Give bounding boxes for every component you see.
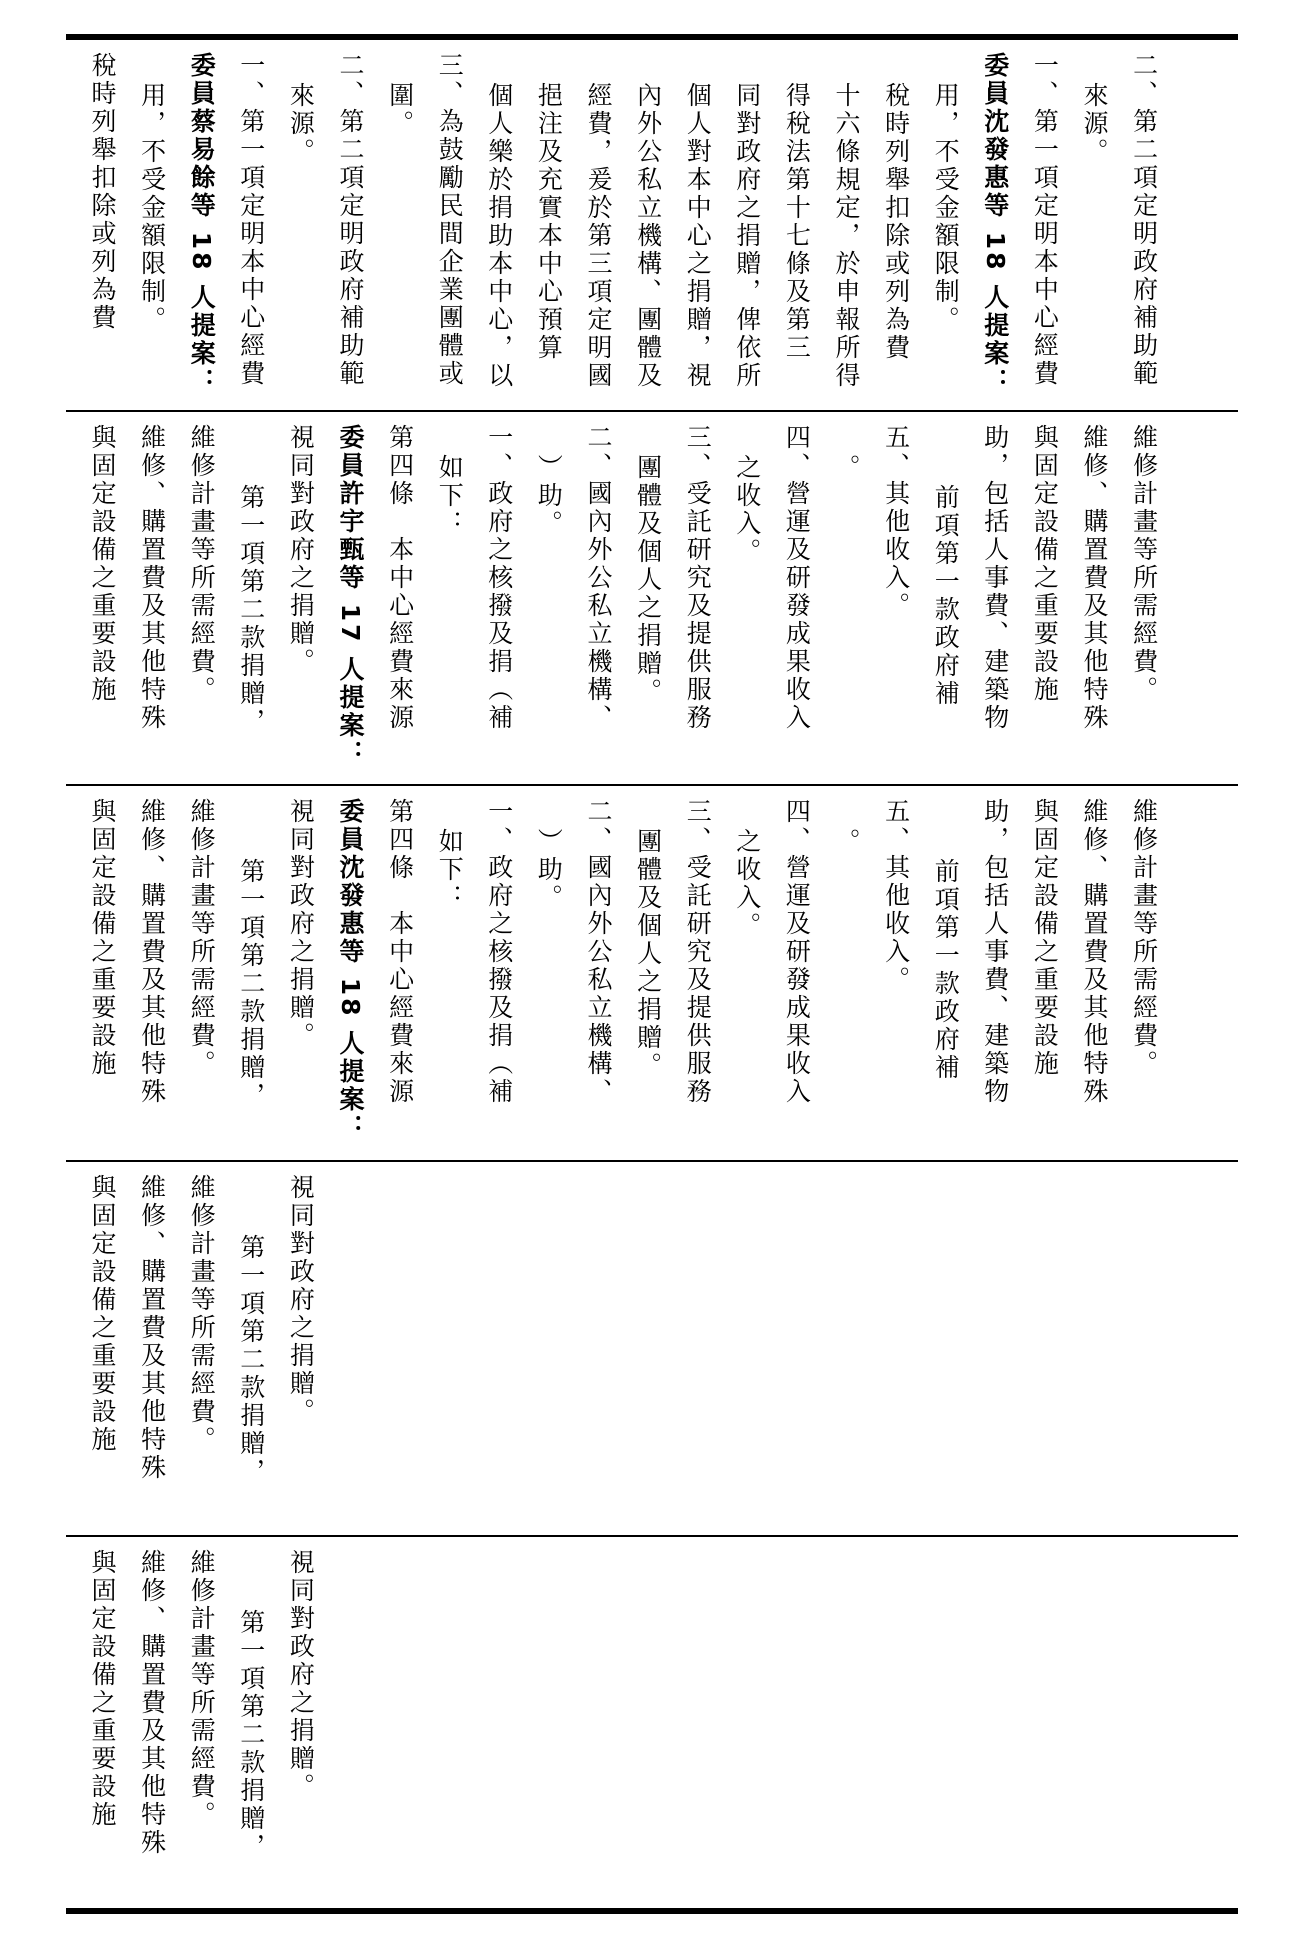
text-line: 維修、購置費及其他特殊	[137, 1174, 167, 1482]
text-line: 來源。	[1080, 82, 1109, 166]
text-line: 與固定設備之重要設施	[88, 1549, 117, 1829]
proposal-heading: 委員沈發惠等 18 人提案：	[980, 52, 1010, 397]
text-line: 視同對政府之捐贈。	[286, 798, 316, 1050]
table-cell-2	[66, 412, 1238, 784]
text-line: 五、其他收入。	[881, 424, 911, 620]
text-line: 個人對本中心之捐贈，視	[683, 82, 713, 390]
text-line: 助，包括人事費、建築物	[980, 798, 1010, 1106]
text-line: 二、第二項定明政府補助範	[336, 52, 365, 388]
text-line: 第一項第二款捐贈，	[236, 1609, 266, 1861]
text-line: 四、營運及研發成果收入	[782, 798, 812, 1106]
text-line: 一、第一項定明本中心經費	[1030, 52, 1060, 388]
text-line: 第四條 本中心經費來源	[385, 424, 415, 732]
text-line: 視同對政府之捐贈。	[286, 1174, 316, 1426]
table-cell-4	[66, 1162, 1238, 1535]
text-line: 同對政府之捐贈，俾依所	[732, 82, 762, 390]
text-line: 個人樂於捐助本中心，以	[484, 82, 514, 390]
text-line: 第一項第二款捐贈，	[236, 1234, 266, 1486]
text-line: 五、其他收入。	[881, 798, 911, 994]
proposal-heading: 委員蔡易餘等 18 人提案：	[187, 52, 217, 397]
text-line: 稅時列舉扣除或列為費	[88, 52, 117, 332]
text-line: 維修計畫等所需經費。	[187, 424, 217, 704]
text-line: 得稅法第十七條及第三	[782, 82, 812, 362]
text-line: 一、第一項定明本中心經費	[236, 52, 266, 388]
text-line: 四、營運及研發成果收入	[782, 424, 812, 732]
proposal-heading: 委員許宇甄等 17 人提案：	[336, 424, 365, 769]
text-line: 助，包括人事費、建築物	[980, 424, 1010, 732]
text-line: 一、政府之核撥及捐（補	[484, 798, 514, 1106]
text-line: 維修計畫等所需經費。	[1129, 424, 1159, 704]
table-cell-3	[66, 786, 1238, 1160]
text-line: 二、國內外公私立機構、	[584, 798, 613, 1106]
text-line: 維修計畫等所需經費。	[1129, 798, 1159, 1078]
text-line: 三、為鼓勵民間企業團體或	[435, 52, 465, 388]
text-line: 來源。	[286, 82, 316, 166]
text-line: 維修計畫等所需經費。	[187, 1549, 217, 1829]
text-line: 第一項第二款捐贈，	[236, 484, 266, 736]
text-line: 一、政府之核撥及捐（補	[484, 424, 514, 732]
text-line: 與固定設備之重要設施	[1030, 424, 1060, 704]
text-line: 挹注及充實本中心預算	[534, 82, 564, 362]
text-line: 圍。	[385, 82, 415, 138]
text-line: 十六條規定，於申報所得	[832, 82, 861, 390]
text-line: 經費，爰於第三項定明國	[584, 82, 613, 390]
text-line: 內外公私立機構、團體及	[633, 82, 663, 390]
text-line: 。	[832, 454, 861, 482]
text-line: ）助。	[534, 454, 564, 538]
text-line: 之收入。	[732, 828, 762, 940]
table-cell-5	[66, 1537, 1238, 1908]
table-cell-1	[66, 40, 1238, 410]
text-line: 前項第一款政府補	[931, 858, 961, 1082]
text-line: 維修、購置費及其他特殊	[137, 424, 167, 732]
text-line: 第四條 本中心經費來源	[385, 798, 415, 1106]
text-line: 團體及個人之捐贈。	[633, 828, 663, 1080]
text-line: 前項第一款政府補	[931, 484, 961, 708]
text-line: 維修、購置費及其他特殊	[137, 1549, 167, 1857]
text-line: ）助。	[534, 828, 564, 912]
text-line: 如下：	[435, 828, 465, 912]
text-line: 視同對政府之捐贈。	[286, 424, 316, 676]
text-line: 維修、購置費及其他特殊	[137, 798, 167, 1106]
text-line: 之收入。	[732, 454, 762, 566]
text-line: 二、第二項定明政府補助範	[1129, 52, 1159, 388]
text-line: 三、受託研究及提供服務	[683, 424, 713, 732]
proposal-heading: 委員沈發惠等 18 人提案：	[336, 798, 365, 1143]
text-line: 與固定設備之重要設施	[88, 798, 117, 1078]
text-line: 維修、購置費及其他特殊	[1080, 424, 1109, 732]
text-line: 如下：	[435, 454, 465, 538]
text-line: 用，不受金額限制。	[931, 82, 961, 334]
text-line: 團體及個人之捐贈。	[633, 454, 663, 706]
text-line: 第一項第二款捐贈，	[236, 858, 266, 1110]
bottom-border	[66, 1908, 1238, 1914]
text-line: 與固定設備之重要設施	[88, 424, 117, 704]
text-line: 稅時列舉扣除或列為費	[881, 82, 911, 362]
text-line: 用，不受金額限制。	[137, 82, 167, 334]
text-line: 二、國內外公私立機構、	[584, 424, 613, 732]
text-line: 視同對政府之捐贈。	[286, 1549, 316, 1801]
text-line: 與固定設備之重要設施	[88, 1174, 117, 1454]
text-line: 與固定設備之重要設施	[1030, 798, 1060, 1078]
text-line: 。	[832, 828, 861, 856]
text-line: 維修計畫等所需經費。	[187, 1174, 217, 1454]
text-line: 三、受託研究及提供服務	[683, 798, 713, 1106]
text-line: 維修、購置費及其他特殊	[1080, 798, 1109, 1106]
text-line: 維修計畫等所需經費。	[187, 798, 217, 1078]
